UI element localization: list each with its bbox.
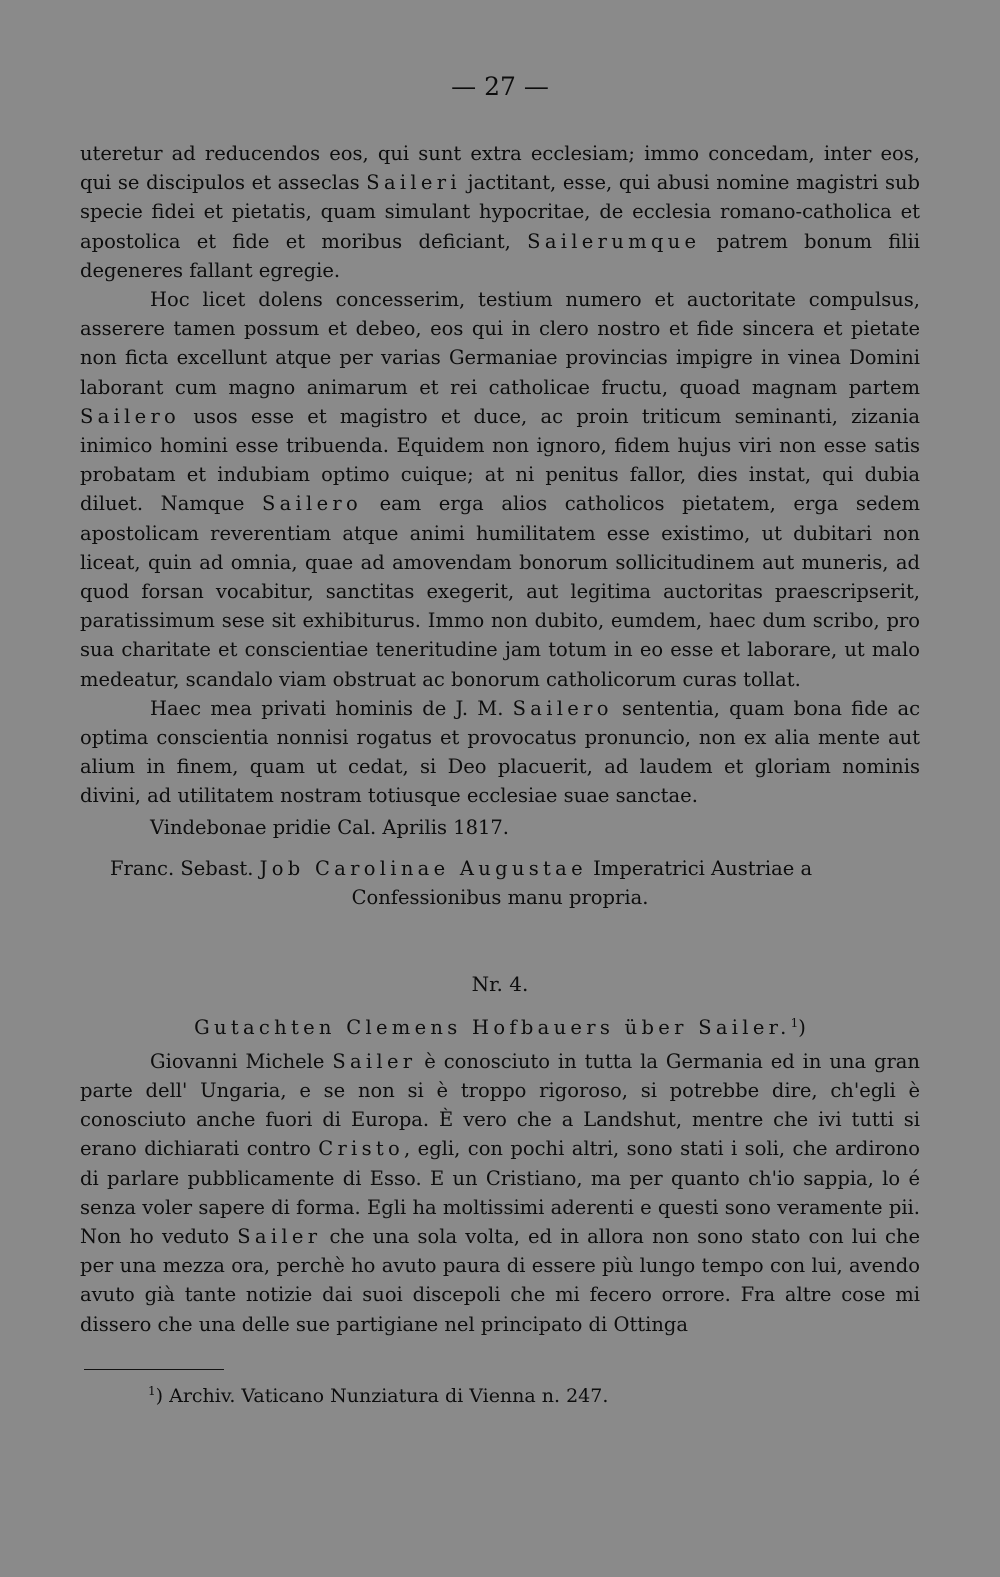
spaced-name: Sailer: [332, 1049, 417, 1073]
text-run: Hoc licet dolens concesserim, testium numero et auctoritate compulsus, asserere tamen possum et debeo, eos qui in clero nostro et fide sincera et pietate non ficta excellunt atque per varias Germaniae provincias impigre in vinea Domini laborant cum magno animarum et rei catholicae fructu, quoad magnam partem: [80, 288, 920, 399]
paragraph-hoc-licet: [80, 285, 920, 694]
page-number: — 27 —: [451, 72, 549, 101]
signature-line-2: Confessionibus manu propria.: [351, 886, 649, 910]
document-body: [80, 139, 920, 1411]
spaced-name: Saileri: [366, 171, 461, 195]
text-run: Imperatrici Austriae a: [586, 856, 813, 880]
paragraph-continuation: [80, 139, 920, 285]
text-run: usos esse et magistro et duce, ac proin triticum seminanti, zizania inimico homini esse tribuenda. Equidem non ignoro, fidem hujus viri non esse satis probatam et indubiam optimo cuique; at ni penitus fallor, dies instat, qui dubia diluet. Namque: [80, 404, 920, 516]
text-run: che una sola volta, ed in allora non sono stato con lui che per una mezza ora, perchè ho avuto paura di essere più lungo tempo con lui, avendo avuto già tante notizie dai suoi discepoli che mi fecero orrore. Fra altre cose mi dissero che una delle sue partigiane nel principato di Ottinga: [80, 1224, 920, 1336]
text-run: è conosciuto in tutta la Germania ed in una gran parte dell' Ungaria, e se non si è troppo rigoroso, si potrebbe dire, ch'egli è conosciuto anche fuori di Europa. È vero che a Landshut, mentre che ivi tutti si erano dichiarati contro: [80, 1049, 920, 1161]
section-number: Nr. 4.: [471, 972, 529, 997]
footnote-divider: [84, 1369, 224, 1370]
spaced-name: Cristo: [318, 1137, 405, 1161]
spaced-name: Sailerumque: [527, 229, 701, 253]
text-run: eam erga alios catholicos pietatem, erga sedem apostolicam reverentiam atque animi humilitatem esse existimo, ut dubitari non liceat, quin ad omnia, quae ad amovendam bonorum sollicitudinem aut muneris, ad quod forsan vocabitur, sanctitas exegerit, aut legitima auctoritas praescripserit, paratissimum sese sit exhibiturus. Immo non dubito, eumdem, haec dum scribo, pro sua charitate et conscientiae teneritudine jam totum in eo esse et laborare, ut malo medeatur, scandalo viam obstruat ac bonorum catholicorum curas tollat.: [80, 492, 920, 691]
footnote-mark: 1: [148, 1383, 156, 1398]
spaced-name: Sailero: [261, 492, 363, 516]
text-run: jactitant, esse, qui abusi nomine magistri sub specie fidei et pietatis, quam simulant hypocritae, de ecclesia romano-catholica et apostolica et fide et moribus deficiant,: [80, 171, 920, 253]
section-title-text: Gutachten Clemens Hofbauers über Sailer.: [194, 1016, 791, 1040]
spaced-name: Sailero: [512, 696, 613, 720]
spaced-name: Sailer: [237, 1224, 322, 1248]
text-run: Franc. Sebast.: [110, 856, 260, 880]
text-run: sententia, quam bona fide ac optima conscientia nonnisi rogatus et provocatus pronuncio, non ex alia mente aut alium in finem, quam ut cedat, si Deo placuerit, ad laudem et gloriam nominis divini, ad utilitatem nostram totiusque ecclesiae suae sanctae.: [80, 696, 920, 808]
footnote: [80, 1382, 920, 1411]
text-run: Giovanni Michele: [150, 1049, 333, 1073]
spaced-name: Job Carolinae Augustae: [259, 856, 587, 880]
paragraph-haec-mea: [80, 694, 920, 811]
spaced-name: Sailero: [80, 404, 181, 428]
text-run: uteretur ad reducendos eos, qui sunt extra ecclesiam; immo concedam, inter eos, qui se discipulos et asseclas: [80, 142, 920, 195]
footnote-ref: 1: [790, 1016, 799, 1031]
signature-line: [80, 854, 920, 883]
paragraph-italian: [80, 1047, 920, 1339]
date-line: Vindebonae pridie Cal. Aprilis 1817.: [150, 815, 510, 839]
footnote-text: ) Archiv. Vaticano Nunziatura di Vienna n. 247.: [155, 1384, 609, 1407]
text-run: , egli, con pochi altri, sono stati i soli, che ardirono di parlare pubblicamente di Esso. E un Cristiano, ma per quanto ch'io sappia, lo é senza voler sapere di forma. Egli ha moltissimi aderenti e questi sono veramente pii. Non ho veduto: [80, 1137, 920, 1248]
text-run: Haec mea privati hominis de J. M.: [150, 696, 513, 720]
section-title: Gutachten Clemens Hofbauers über Sailer.$^1$): [194, 1016, 806, 1040]
text-run: patrem bonum filii degeneres fallant egregie.: [80, 229, 920, 282]
